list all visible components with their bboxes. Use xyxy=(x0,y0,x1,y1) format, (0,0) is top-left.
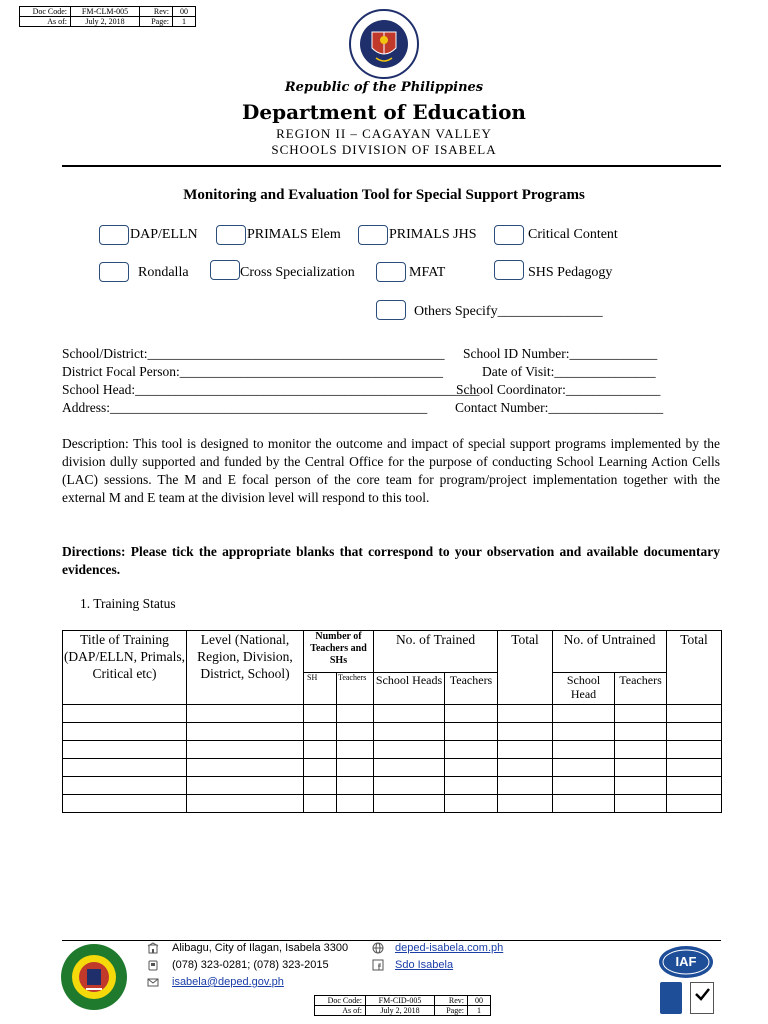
table-cell[interactable] xyxy=(187,723,304,741)
checkbox-shs-pedagogy[interactable] xyxy=(494,260,524,280)
table-cell[interactable] xyxy=(445,741,498,759)
field-school-head[interactable]: School Head:___________________________________________________ xyxy=(62,382,480,397)
republic-line: Republic of the Philippines xyxy=(284,80,484,95)
doc-code-label: Doc Code: xyxy=(20,7,71,17)
checkbox-label-critical-content: Critical Content xyxy=(528,227,618,242)
header-number-of-teachers: Number of Teachers and SHs xyxy=(304,631,374,673)
table-cell[interactable] xyxy=(667,741,722,759)
page-label-bottom: Page: xyxy=(435,1006,468,1016)
table-cell[interactable] xyxy=(63,741,187,759)
rev-value-bottom: 00 xyxy=(468,996,491,1006)
table-cell[interactable] xyxy=(553,795,615,813)
header-teachers: Teachers xyxy=(445,673,498,705)
table-cell[interactable] xyxy=(187,777,304,795)
field-school-district[interactable]: School/District:____________________________________________ xyxy=(62,346,445,361)
footer-website-link[interactable]: deped-isabela.com.ph xyxy=(395,942,504,954)
table-cell[interactable] xyxy=(374,795,445,813)
table-cell[interactable] xyxy=(304,741,337,759)
field-district-focal-person[interactable]: District Focal Person:_______________________________________ xyxy=(62,364,443,379)
table-cell[interactable] xyxy=(374,777,445,795)
table-cell[interactable] xyxy=(667,777,722,795)
table-cell[interactable] xyxy=(498,741,553,759)
doc-control-bottom xyxy=(314,995,491,1016)
rev-label: Rev: xyxy=(140,7,173,17)
table-cell[interactable] xyxy=(304,759,337,777)
department-name: Department of Education xyxy=(242,100,526,124)
training-status-table xyxy=(62,630,722,813)
table-cell[interactable] xyxy=(337,741,374,759)
table-cell[interactable] xyxy=(498,723,553,741)
field-address[interactable]: Address:_______________________________________________ xyxy=(62,400,428,415)
page-title: Monitoring and Evaluation Tool for Special Support Programs xyxy=(183,187,585,203)
doc-control-top xyxy=(19,6,196,27)
table-cell[interactable] xyxy=(615,741,667,759)
table-cell[interactable] xyxy=(445,795,498,813)
field-school-id[interactable]: School ID Number:_____________ xyxy=(463,346,658,361)
checkbox-label-rondalla: Rondalla xyxy=(138,265,189,280)
checkbox-others[interactable] xyxy=(376,300,406,320)
table-cell[interactable] xyxy=(337,777,374,795)
checkbox-mfat[interactable] xyxy=(376,262,406,282)
directions-paragraph: Directions: Please tick the appropriate blanks that correspond to your observation and available documentary evidences. xyxy=(62,544,720,577)
header-teachers-small: Teachers xyxy=(337,673,374,705)
checkbox-label-dap-elln: DAP/ELLN xyxy=(130,227,198,242)
rev-value: 00 xyxy=(173,7,196,17)
table-cell[interactable] xyxy=(63,723,187,741)
header-divider xyxy=(62,165,721,167)
checkbox-cross-specialization[interactable] xyxy=(210,260,240,280)
table-cell[interactable] xyxy=(63,705,187,723)
footer-divider xyxy=(62,940,721,941)
field-date-of-visit[interactable]: Date of Visit:_______________ xyxy=(482,364,656,379)
table-cell[interactable] xyxy=(374,723,445,741)
section-training-status: 1. Training Status xyxy=(80,596,176,611)
table-cell[interactable] xyxy=(374,705,445,723)
iso-certification-logo xyxy=(660,982,682,1014)
footer-facebook-link[interactable]: Sdo Isabela xyxy=(395,959,454,971)
region-line: REGION II – CAGAYAN VALLEY xyxy=(276,126,492,141)
table-cell[interactable] xyxy=(553,705,615,723)
division-line: SCHOOLS DIVISION OF ISABELA xyxy=(271,142,497,157)
footer-address: Alibagu, City of Ilagan, Isabela 3300 xyxy=(172,942,349,954)
field-school-coordinator[interactable]: School Coordinator:______________ xyxy=(456,382,661,397)
mail-icon xyxy=(147,975,159,993)
table-cell[interactable] xyxy=(667,795,722,813)
table-cell[interactable] xyxy=(63,795,187,813)
footer-phone: (078) 323-0281; (078) 323-2015 xyxy=(172,959,329,971)
footer-email-link[interactable]: isabela@deped.gov.ph xyxy=(172,976,284,988)
header-teachers-untrained: Teachers xyxy=(615,673,667,705)
table-cell[interactable] xyxy=(445,759,498,777)
description-paragraph: Description: This tool is designed to monitor the outcome and impact of special support programs implemented by the division dully supported and funded by the Central Office for the purpose of conducting School Learning Action Cells (LAC) sessions. The M and E focal person of the core team for program/project implementation together with the external M and E team at the division level will respond to this tool. xyxy=(62,436,720,505)
table-cell[interactable] xyxy=(498,705,553,723)
checkbox-primals-elem[interactable] xyxy=(216,225,246,245)
table-cell[interactable] xyxy=(337,759,374,777)
header-total-untrained: Total xyxy=(667,631,722,705)
table-cell[interactable] xyxy=(553,741,615,759)
page-value-bottom: 1 xyxy=(468,1006,491,1016)
table-cell[interactable] xyxy=(337,705,374,723)
header-sh: SH xyxy=(304,673,337,705)
table-cell[interactable] xyxy=(553,759,615,777)
checkbox-label-primals-elem: PRIMALS Elem xyxy=(247,227,341,242)
checkbox-label-others: Others Specify_______________ xyxy=(414,304,603,319)
iaf-logo xyxy=(658,945,714,979)
table-cell[interactable] xyxy=(337,723,374,741)
as-of-label: As of: xyxy=(20,17,71,27)
table-cell[interactable] xyxy=(304,777,337,795)
phone-icon xyxy=(147,958,159,976)
table-cell[interactable] xyxy=(374,741,445,759)
header-no-of-trained: No. of Trained xyxy=(374,631,498,673)
ukas-certification-logo xyxy=(690,982,714,1014)
header-school-head: School Head xyxy=(553,673,615,705)
table-cell[interactable] xyxy=(445,777,498,795)
header-level: Level (National, Region, Division, District, School) xyxy=(187,631,304,705)
table-cell[interactable] xyxy=(615,777,667,795)
table-row xyxy=(63,705,722,723)
table-cell[interactable] xyxy=(63,759,187,777)
table-cell[interactable] xyxy=(304,795,337,813)
page-label: Page: xyxy=(140,17,173,27)
checkbox-label-cross-specialization: Cross Specialization xyxy=(240,265,355,280)
checkbox-critical-content[interactable] xyxy=(494,225,524,245)
table-cell[interactable] xyxy=(667,759,722,777)
checkbox-label-mfat: MFAT xyxy=(409,265,446,280)
table-cell[interactable] xyxy=(374,759,445,777)
checkbox-primals-jhs[interactable] xyxy=(358,225,388,245)
table-cell[interactable] xyxy=(498,795,553,813)
table-row xyxy=(63,741,722,759)
doc-code-value: FM-CLM-005 xyxy=(71,7,140,17)
as-of-value: July 2, 2018 xyxy=(71,17,140,27)
checkbox-label-shs-pedagogy: SHS Pedagogy xyxy=(528,265,613,280)
doc-code-value-bottom: FM-CID-005 xyxy=(366,996,435,1006)
table-row xyxy=(63,795,722,813)
checkbox-rondalla[interactable] xyxy=(99,262,129,282)
header-title-of-training: Title of Training (DAP/ELLN, Primals, Critical etc) xyxy=(63,631,187,705)
field-contact-number[interactable]: Contact Number:_________________ xyxy=(455,400,664,415)
building-icon xyxy=(147,941,159,959)
table-cell[interactable] xyxy=(498,777,553,795)
table-cell[interactable] xyxy=(553,723,615,741)
table-cell[interactable] xyxy=(187,795,304,813)
table-cell[interactable] xyxy=(615,795,667,813)
table-cell[interactable] xyxy=(667,723,722,741)
table-cell[interactable] xyxy=(187,741,304,759)
table-cell[interactable] xyxy=(304,723,337,741)
table-cell[interactable] xyxy=(553,777,615,795)
globe-icon xyxy=(372,941,384,959)
rev-label-bottom: Rev: xyxy=(435,996,468,1006)
as-of-label-bottom: As of: xyxy=(315,1006,366,1016)
header-total-trained: Total xyxy=(498,631,553,705)
header-school-heads: School Heads xyxy=(374,673,445,705)
header-no-of-untrained: No. of Untrained xyxy=(553,631,667,673)
table-cell[interactable] xyxy=(63,777,187,795)
table-row xyxy=(63,723,722,741)
table-cell[interactable] xyxy=(667,705,722,723)
table-cell[interactable] xyxy=(615,723,667,741)
as-of-value-bottom: July 2, 2018 xyxy=(366,1006,435,1016)
table-cell[interactable] xyxy=(445,705,498,723)
table-row xyxy=(63,777,722,795)
iaf-logo-text: IAF xyxy=(675,954,697,969)
table-cell[interactable] xyxy=(498,759,553,777)
table-cell[interactable] xyxy=(615,759,667,777)
table-cell[interactable] xyxy=(304,705,337,723)
table-cell[interactable] xyxy=(337,795,374,813)
checkbox-label-primals-jhs: PRIMALS JHS xyxy=(389,227,477,242)
deped-seal-logo xyxy=(348,8,420,80)
table-cell[interactable] xyxy=(615,705,667,723)
sdo-isabela-seal-logo xyxy=(60,943,128,1011)
table-row xyxy=(63,759,722,777)
checkbox-dap-elln[interactable] xyxy=(99,225,129,245)
table-cell[interactable] xyxy=(445,723,498,741)
doc-code-label-bottom: Doc Code: xyxy=(315,996,366,1006)
facebook-icon xyxy=(372,958,384,976)
page-value: 1 xyxy=(173,17,196,27)
table-cell[interactable] xyxy=(187,759,304,777)
table-cell[interactable] xyxy=(187,705,304,723)
